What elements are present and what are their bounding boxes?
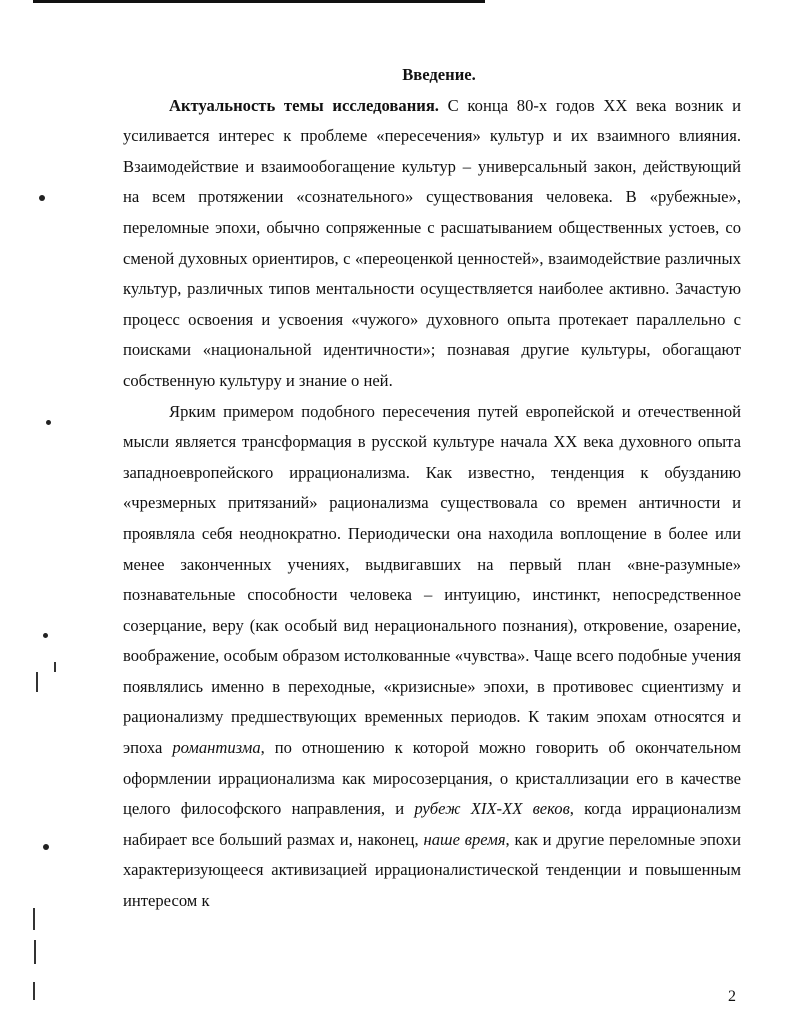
body-paragraph [123, 91, 741, 397]
italic-run: наше время [423, 829, 506, 849]
italic-run: рубеж XIX-XX веков [414, 799, 570, 819]
scan-speck [43, 633, 48, 638]
text-run: С конца 80-х годов XX века возник и усиливается интерес к проблеме «пересечения» культур и их взаимного влияния. Взаимодействие и взаимообогащение культур – универсальный закон, действующий на всем протяжении «сознательного» существования человека. В «рубежные», переломные эпохи, обычно сопряженные с расшатыванием общественных устоев, со сменой духовных ориентиров, с «переоценкой ценностей», взаимодействие различных культур, различных типов ментальности осуществляется наиболее активно. Зачастую процесс освоения и усвоения «чужого» духовного опыта протекает параллельно с поисками «национальной идентичности»; познавая другие культуры, обогащают собственную культуру и знание о ней. [123, 95, 741, 390]
body-paragraph [123, 397, 741, 917]
text-run: , по отношению к которой можно говорить об окончательном оформлении иррационализма как миросозерцания, о кристаллизации его в качестве целого философского направления, и [123, 738, 741, 819]
scan-streak [34, 940, 36, 964]
scan-streak [33, 982, 35, 1000]
scan-speck [39, 195, 45, 201]
scan-streak [36, 672, 38, 692]
scan-speck [43, 844, 49, 850]
scan-speck [46, 420, 51, 425]
page-number: 2 [728, 988, 736, 1005]
italic-run: романтизма [172, 738, 261, 758]
text-run: , когда иррационализм набирает все больший размах и, наконец, [123, 799, 741, 849]
scan-streak [54, 662, 56, 672]
text-run: , как и другие переломные эпохи характеризующееся активизацией иррационалистической тенденции и повышенным интересом к [123, 829, 741, 911]
text-run: Ярким примером подобного пересечения путей европейской и отечественной мысли является трансформация в русской культуре начала XX века духовного опыта западноевропейского иррационализма. Как известно, тенденция к обузданию «чрезмерных притязаний» рационализма существовала со времен античности и проявляла себя неоднократно. Периодически она находила воплощение в более или менее законченных учениях, выдвигавших на первый план «вне-разумные» познавательные способности человека – интуицию, инстинкт, непосредственное созерцание, веру (как особый вид нерационального познания), откровение, озарение, воображение, особым образом истолкованные «чувства». Чаще всего подобные учения появлялись именно в переходные, «кризисные» эпохи, в противовес сциентизму и рационализму предшествующих временных периодов. К таким эпохам относятся и эпоха [123, 401, 741, 758]
document-heading: Введение. [402, 65, 476, 84]
document-body [123, 60, 741, 917]
bold-run: Актуальность темы исследования. [169, 95, 439, 115]
scan-top-rule [33, 0, 485, 3]
scan-streak [33, 908, 35, 930]
paragraphs-container [123, 91, 741, 917]
